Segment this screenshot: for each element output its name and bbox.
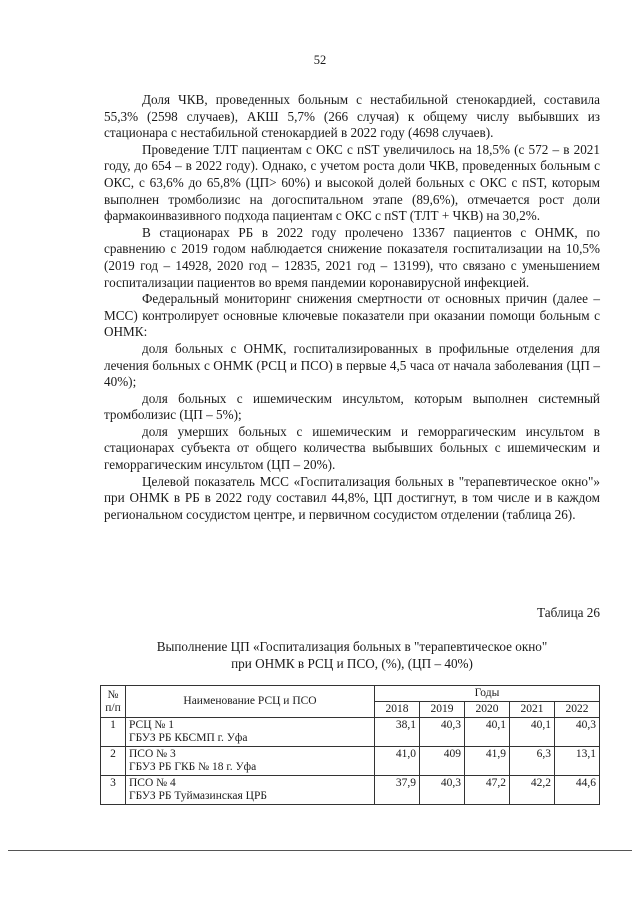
paragraph-target-indicator: Целевой показатель МСС «Госпитализация больных в "терапевтическое окно"» при ОНМК в РБ в 2022 году составил 44,8%, ЦП достигнут, в том числе и в каждом региональном сосудистом центре, и первичном сосудистом отделении (таблица 26). bbox=[104, 473, 600, 522]
cell-value: 40,1 bbox=[510, 718, 555, 747]
paragraph-pci-unstable-angina: Доля ЧКВ, проведенных больным с нестабильной стенокардией, составила 55,3% (2598 случаев), АКШ 5,7% (266 случая) к общему числу выбывших из стационара с нестабильной стенокардией в 2022 году (4698 случаев). bbox=[104, 92, 600, 141]
facility-name: РСЦ № 1 bbox=[129, 719, 174, 731]
cell-value: 40,3 bbox=[420, 718, 465, 747]
cell-value: 40,1 bbox=[465, 718, 510, 747]
facility-name: ПСО № 4 bbox=[129, 777, 176, 789]
header-name: Наименование РСЦ и ПСО bbox=[126, 686, 375, 718]
table-caption bbox=[104, 638, 600, 672]
cell-value: 409 bbox=[420, 747, 465, 776]
header-years: Годы bbox=[375, 686, 600, 702]
row-number: 2 bbox=[101, 747, 126, 776]
indicator-item-hospitalization: доля больных с ОНМК, госпитализированных в профильные отделения для лечения больных с ОНМК (РСЦ и ПСО) в первые 4,5 часа от начала заболевания (ЦП – 40%); bbox=[104, 340, 600, 390]
table-row bbox=[101, 747, 600, 776]
body-text bbox=[104, 92, 600, 523]
cell-value: 40,3 bbox=[420, 776, 465, 805]
row-name bbox=[126, 776, 375, 805]
cell-value: 13,1 bbox=[555, 747, 600, 776]
indicator-item-thrombolysis: доля больных с ишемическим инсультом, которым выполнен системный тромболизис (ЦП – 5%); bbox=[104, 390, 600, 423]
paragraph-stroke-hospitalization: В стационарах РБ в 2022 году пролечено 13367 пациентов с ОНМК, по сравнению с 2019 годом наблюдается снижение показателя госпитализации на 10,5% (2019 год – 14928, 2020 год – 12835, 2021 год – 13199), что связано с уменьшением госпитализации пациентов во время пандемии коронавирусной инфекцией. bbox=[104, 224, 600, 290]
cell-value: 6,3 bbox=[510, 747, 555, 776]
header-year: 2021 bbox=[510, 702, 555, 718]
row-name bbox=[126, 747, 375, 776]
row-number: 1 bbox=[101, 718, 126, 747]
data-table bbox=[100, 685, 600, 805]
facility-org: ГБУЗ РБ КБСМП г. Уфа bbox=[129, 732, 248, 744]
cell-value: 47,2 bbox=[465, 776, 510, 805]
indicator-item-mortality: доля умерших больных с ишемическим и геморрагическим инсультом в стационарах субъекта от общего количества выбывших больных с ишемическим и геморрагическим инсультом (ЦП – 20%). bbox=[104, 423, 600, 473]
table-header-row bbox=[101, 686, 600, 702]
row-name bbox=[126, 718, 375, 747]
facility-name: ПСО № 3 bbox=[129, 748, 176, 760]
cell-value: 40,3 bbox=[555, 718, 600, 747]
cell-value: 41,0 bbox=[375, 747, 420, 776]
header-year: 2022 bbox=[555, 702, 600, 718]
cell-value: 42,2 bbox=[510, 776, 555, 805]
header-year: 2019 bbox=[420, 702, 465, 718]
page-bottom-divider bbox=[8, 850, 632, 851]
header-number: № п/п bbox=[101, 686, 126, 718]
cell-value: 41,9 bbox=[465, 747, 510, 776]
cell-value: 37,9 bbox=[375, 776, 420, 805]
facility-org: ГБУЗ РБ Туймазинская ЦРБ bbox=[129, 790, 267, 802]
table-row bbox=[101, 718, 600, 747]
page-number: 52 bbox=[313, 53, 327, 67]
table-row bbox=[101, 776, 600, 805]
cell-value: 38,1 bbox=[375, 718, 420, 747]
paragraph-thrombolysis: Проведение ТЛТ пациентам с ОКС с пST увеличилось на 18,5% (с 572 – в 2021 году, до 654 – в 2022 году). Однако, с учетом роста доли ЧКВ, проведенных больным с ОКС, с 63,6% до 65,8% (ЦП> 60%) и высокой долей больных с ОКС с пST, которым выполнен тромболизис на догоспитальном этапе (89,6%), отмечается рост доли фармакоинвазивного подхода пациентам с ОКС с пST (ТЛТ + ЧКВ) на 30,2%. bbox=[104, 141, 600, 224]
table-caption-line-1: Выполнение ЦП «Госпитализация больных в "терапевтическое окно" bbox=[156, 639, 548, 654]
row-number: 3 bbox=[101, 776, 126, 805]
paragraph-mss-monitoring: Федеральный мониторинг снижения смертности от основных причин (далее – МСС) контролирует основные ключевые показатели при оказании помощи больным с ОНМК: bbox=[104, 291, 600, 340]
cell-value: 44,6 bbox=[555, 776, 600, 805]
facility-org: ГБУЗ РБ ГКБ № 18 г. Уфа bbox=[129, 761, 257, 773]
table-caption-line-2: при ОНМК в РСЦ и ПСО, (%), (ЦП – 40%) bbox=[231, 656, 473, 671]
header-year: 2020 bbox=[465, 702, 510, 718]
table-label: Таблица 26 bbox=[537, 605, 600, 620]
header-year: 2018 bbox=[375, 702, 420, 718]
